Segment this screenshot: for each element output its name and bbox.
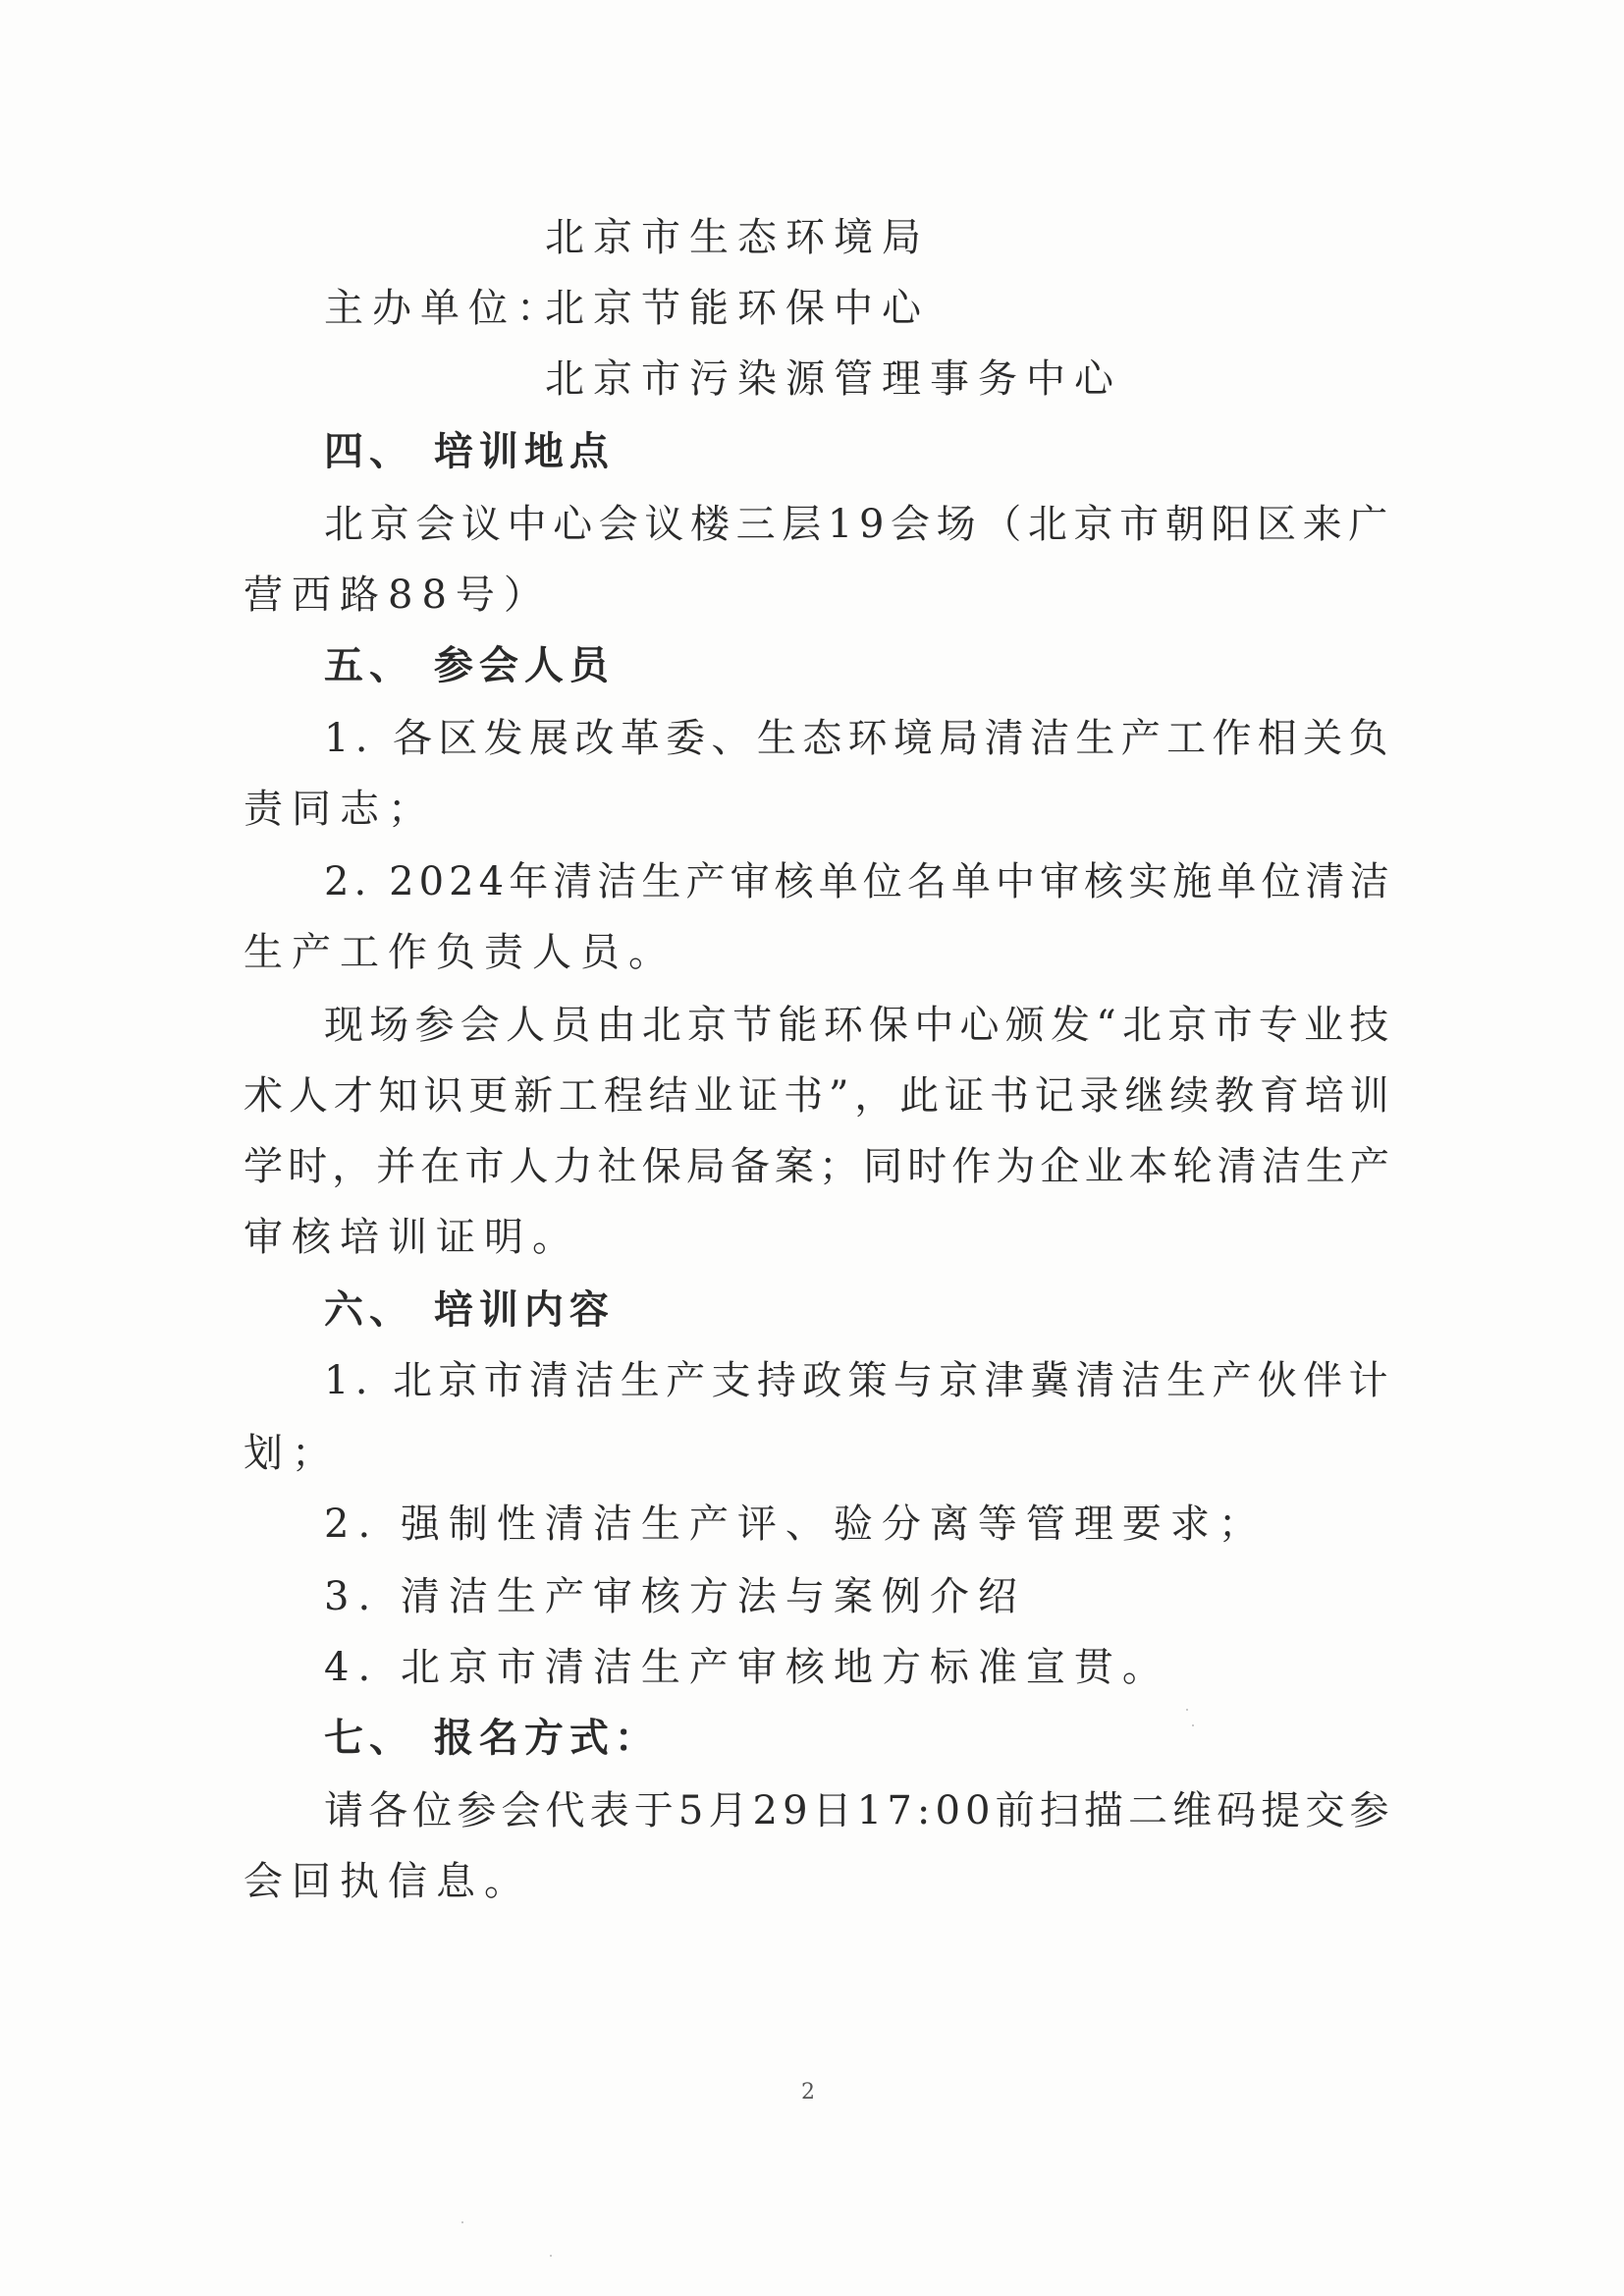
section-4-heading: 四、 培训地点: [324, 429, 615, 474]
section-6-heading: 六、 培训内容: [324, 1287, 615, 1333]
section-5-item-2-line-1: 2. 2024年清洁生产审核单位名单中审核实施单位清洁: [324, 859, 1394, 904]
organizer-line-3: 北京市污染源管理事务中心: [545, 356, 1122, 402]
section-5-note-line-4: 审核培训证明。: [244, 1215, 580, 1260]
section-6-item-2: 2. 强制性清洁生产评、验分离等管理要求；: [324, 1502, 1267, 1547]
page-number: 2: [801, 2080, 815, 2105]
section-5-item-1-line-1: 1. 各区发展改革委、生态环境局清洁生产工作相关负: [324, 716, 1394, 761]
section-5-note-line-2: 术人才知识更新工程结业证书”，此证书记录继续教育培训: [244, 1073, 1395, 1119]
section-5-note-line-1: 现场参会人员由北京节能环保中心颁发“北京市专业技: [324, 1003, 1395, 1048]
section-7-text-line-1: 请各位参会代表于5月29日17:00前扫描二维码提交参: [324, 1788, 1394, 1833]
section-6-item-1-line-2: 划；: [244, 1431, 340, 1476]
organizer-line-1: 北京市生态环境局: [545, 215, 930, 260]
section-5-note-line-3: 学时，并在市人力社保局备案；同时作为企业本轮清洁生产: [244, 1144, 1394, 1189]
scan-speck: [1186, 1709, 1188, 1711]
scan-speck: [461, 2221, 463, 2223]
section-5-item-2-line-2: 生产工作负责人员。: [244, 930, 677, 975]
organizer-line-2: 北京节能环保中心: [545, 286, 930, 331]
section-6-item-3: 3. 清洁生产审核方法与案例介绍: [324, 1574, 1026, 1619]
section-6-item-4: 4. 北京市清洁生产审核地方标准宣贯。: [324, 1645, 1170, 1690]
section-6-item-1-line-1: 1. 北京市清洁生产支持政策与京津冀清洁生产伙伴计: [324, 1358, 1394, 1403]
scan-speck: [1192, 1724, 1194, 1726]
section-5-heading: 五、 参会人员: [324, 643, 615, 688]
section-7-heading: 七、 报名方式：: [324, 1716, 660, 1761]
organizer-label: 主办单位：: [324, 286, 565, 331]
section-4-text-line-1: 北京会议中心会议楼三层19会场（北京市朝阳区来广: [324, 502, 1394, 547]
section-4-text-line-2: 营西路88号）: [244, 573, 552, 618]
section-7-text-line-2: 会回执信息。: [244, 1859, 532, 1904]
scan-speck: [550, 2255, 552, 2257]
section-5-item-1-line-2: 责同志；: [244, 787, 436, 832]
